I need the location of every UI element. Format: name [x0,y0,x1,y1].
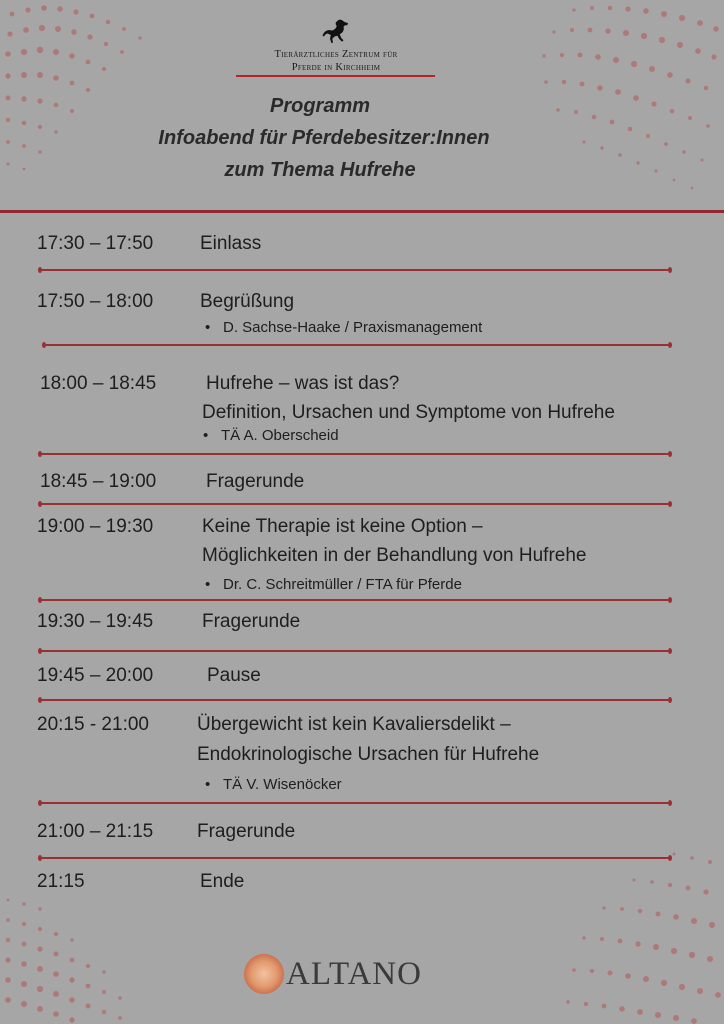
schedule-title: Fragerunde [197,821,296,842]
schedule-title: Fragerunde [206,471,305,492]
schedule-subtitle: Endokrinologische Ursachen für Hufrehe [197,744,540,765]
header-divider [0,210,724,213]
divider [40,453,670,455]
schedule-title: Hufrehe – was ist das? [206,373,400,394]
divider [40,269,670,271]
schedule-title: Fragerunde [202,611,301,632]
divider [40,599,670,601]
schedule-title: Einlass [200,233,262,254]
program-topic: zum Thema Hufrehe [224,159,416,181]
prancing-horse-icon [321,18,351,46]
divider [40,503,670,505]
divider [40,857,670,859]
schedule-time: 17:30 – 17:50 [37,233,154,254]
speaker-bullet: • D. Sachse-Haake / Praxismanagement [205,319,482,336]
schedule-subtitle: Möglichkeiten in der Behandlung von Hufrehe [202,545,587,566]
program-heading: Programm [269,95,371,117]
dot-pattern-bottom-right [524,844,724,1024]
schedule-time: 20:15 - 21:00 [37,714,149,735]
schedule-time: 19:30 – 19:45 [37,611,154,632]
divider [40,650,670,652]
divider [40,802,670,804]
altano-wordmark: ALTANO [286,956,422,992]
logo-underline [236,75,435,77]
clinic-name-line2: Pferde in Kirchheim [291,62,381,73]
sun-orb-icon [244,954,284,994]
schedule-subtitle: Definition, Ursachen und Symptome von Hufrehe [202,402,615,423]
divider [40,699,670,701]
divider [44,344,670,346]
schedule-title: Übergewicht ist kein Kavaliersdelikt – [197,714,511,735]
schedule-time: 17:50 – 18:00 [37,291,154,312]
schedule-time: 21:00 – 21:15 [37,821,154,842]
schedule-title: Begrüßung [200,291,295,312]
schedule-time: 19:00 – 19:30 [37,516,154,537]
schedule-time: 18:00 – 18:45 [40,373,157,394]
schedule-time: 18:45 – 19:00 [40,471,157,492]
schedule-time: 21:15 [37,871,85,892]
altano-logo [240,950,460,1000]
clinic-logo [236,18,436,74]
schedule-title: Ende [200,871,245,892]
schedule-title: Pause [207,665,261,686]
speaker-bullet: • TÄ V. Wisenöcker [205,776,342,793]
speaker-bullet: • Dr. C. Schreitmüller / FTA für Pferde [205,576,462,593]
schedule-title: Keine Therapie ist keine Option – [202,516,483,537]
clinic-name-line1: Tierärztliches Zentrum für [274,49,398,60]
program-subheading: Infoabend für Pferdebesitzer:Innen [158,127,490,149]
schedule-time: 19:45 – 20:00 [37,665,154,686]
speaker-bullet: • TÄ A. Oberscheid [203,427,339,444]
dot-pattern-bottom-left [0,884,230,1024]
